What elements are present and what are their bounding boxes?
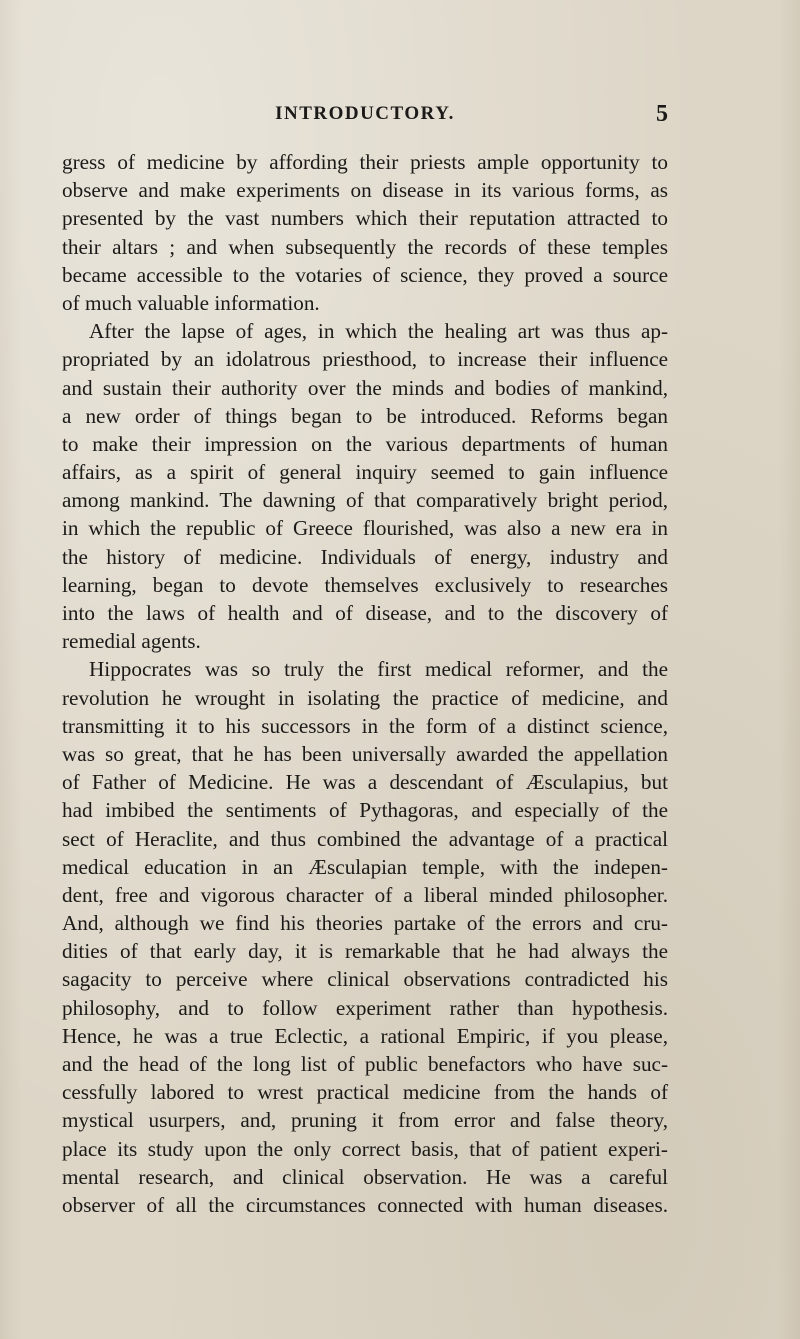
text-line: of much valuable information. [62, 290, 320, 315]
text-line: in which the republic of Greece flourished, was also a new era in [62, 516, 668, 541]
text-line: remedial agents. [62, 629, 201, 654]
text-line: among mankind. The dawning of that comparatively bright period, [62, 488, 668, 513]
text-line: a new order of things began to be introduced. Reforms began [62, 403, 668, 428]
running-title: INTRODUCTORY. [275, 103, 455, 124]
text-line: place its study upon the only correct basis, that of patient experi- [62, 1136, 668, 1161]
text-line: transmitting it to his successors in the form of a distinct science, [62, 713, 668, 738]
text-line: propriated by an idolatrous priesthood, to increase their influence [62, 347, 668, 372]
text-line: philosophy, and to follow experiment rather than hypothesis. [62, 995, 668, 1020]
text-line: affairs, as a spirit of general inquiry seemed to gain influence [62, 460, 668, 485]
text-line: their altars ; and when subsequently the records of these temples [62, 234, 668, 259]
page-number: 5 [656, 101, 668, 127]
text-line: sect of Heraclite, and thus combined the advantage of a practical [62, 826, 668, 851]
text-line: dities of that early day, it is remarkable that he had always the [62, 939, 668, 964]
text-line: After the lapse of ages, in which the healing art was thus ap- [89, 319, 668, 344]
text-line: presented by the vast numbers which their reputation attracted to [62, 206, 668, 231]
text-line: mental research, and clinical observation. He was a careful [62, 1164, 668, 1189]
text-line: and the head of the long list of public benefactors who have suc- [62, 1052, 668, 1076]
text-line: observe and make experiments on disease in its various forms, as [62, 178, 668, 203]
text-line: revolution he wrought in isolating the practice of medicine, and [62, 685, 668, 710]
text-line: was so great, that he has been universally awarded the appellation [62, 741, 668, 766]
text-line: observer of all the circumstances connected with human diseases. [62, 1192, 668, 1217]
body-text [62, 148, 668, 1219]
text-line: had imbibed the sentiments of Pythagoras, and especially of the [62, 798, 668, 823]
text-line: dent, free and vigorous character of a liberal minded philosopher. [62, 882, 668, 907]
text-line: Hence, he was a true Eclectic, a rational Empiric, if you please, [62, 1023, 668, 1048]
text-line: the history of medicine. Individuals of energy, industry and [62, 544, 668, 569]
text-line: sagacity to perceive where clinical observations contradicted his [62, 967, 668, 992]
text-line: mystical usurpers, and, pruning it from error and false theory, [62, 1108, 668, 1133]
text-line: Hippocrates was so truly the first medical reformer, and the [89, 657, 668, 682]
text-line: And, although we find his theories partake of the errors and cru- [62, 911, 668, 936]
text-line: medical education in an Æsculapian temple, with the indepen- [62, 854, 668, 879]
text-line: gress of medicine by affording their priests ample opportunity to [62, 150, 668, 174]
running-head [62, 103, 668, 133]
text-line: and sustain their authority over the minds and bodies of mankind, [62, 375, 668, 400]
text-line: cessfully labored to wrest practical medicine from the hands of [62, 1080, 668, 1105]
text-line: learning, began to devote themselves exclusively to researches [62, 572, 668, 597]
text-line: of Father of Medicine. He was a descendant of Æsculapius, but [62, 770, 668, 795]
text-line: into the laws of health and of disease, and to the discovery of [62, 601, 668, 625]
text-line: to make their impression on the various departments of human [62, 431, 668, 456]
text-line: became accessible to the votaries of science, they proved a source [62, 262, 668, 287]
